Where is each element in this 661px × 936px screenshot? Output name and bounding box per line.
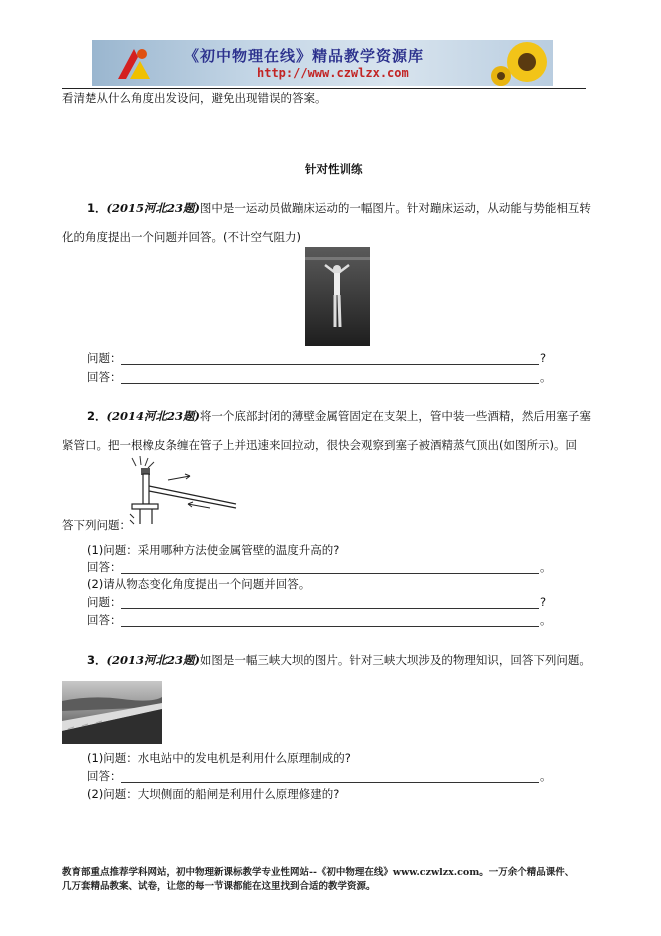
q1-answer-end: 。 <box>540 370 552 384</box>
q2-sub2-question-end: ? <box>540 595 547 609</box>
sunflower-icon <box>487 40 553 86</box>
q2-sub2-question: (2)请从物态变化角度提出一个问题并回答。 <box>87 577 311 591</box>
q2-sub2-answer-end: 。 <box>540 613 552 627</box>
q1-text-1: 图中是一运动员做蹦床运动的一幅图片。针对蹦床运动，从动能与势能相互转 <box>199 201 591 215</box>
q1-answer-line[interactable] <box>121 383 539 384</box>
q3-source: (2013河北23题) <box>106 653 200 667</box>
q2-line2: 紧管口。把一根橡皮条缠在管子上并迅速来回拉动，很快会观察到塞子被酒精蒸气顶出(如图所示)。回 <box>62 438 577 452</box>
banner-url: http://www.czwlzx.com <box>257 66 409 80</box>
section-title: 针对性训练 <box>305 162 363 176</box>
intro-line: 看清楚从什么角度出发设问，避免出现错误的答案。 <box>62 91 327 105</box>
q3-sub1-question: (1)问题：水电站中的发电机是利用什么原理制成的? <box>87 751 351 765</box>
q1-question-end: ? <box>540 351 547 365</box>
q3-text-1: 如图是一幅三峡大坝的图片。针对三峡大坝涉及的物理知识，回答下列问题。 <box>199 653 591 667</box>
q2-number: 2． <box>87 409 107 423</box>
footer-line-1: 教育部重点推荐学科网站，初中物理新课标教学专业性网站--《初中物理在线》www.czwlzx.com。一万余个精品课件、 <box>62 867 575 878</box>
q2-line3: 答下列问题： <box>62 518 131 532</box>
banner-title: 《初中物理在线》精品教学资源库 <box>184 47 425 65</box>
three-gorges-dam-image <box>62 681 162 744</box>
q3-sub1-answer-line[interactable] <box>121 782 539 783</box>
q2-sub2-question-line[interactable] <box>121 608 539 609</box>
trampoline-athlete-image <box>305 247 370 346</box>
q1-answer-label: 回答： <box>87 370 122 384</box>
q3-sub1-answer-end: 。 <box>540 769 552 783</box>
q2-sub2-question-label: 问题： <box>87 595 122 609</box>
q3-sub1-answer-label: 回答： <box>87 769 122 783</box>
q2-sub1-answer-end: 。 <box>540 560 552 574</box>
q1-line1 <box>87 200 591 216</box>
q1-number: 1． <box>87 201 107 215</box>
q2-sub1-answer-label: 回答： <box>87 560 122 574</box>
q2-sub2-answer-label: 回答： <box>87 613 122 627</box>
q2-line1 <box>87 408 591 424</box>
q2-sub2-answer-line[interactable] <box>121 626 539 627</box>
q1-question-line[interactable] <box>121 364 539 365</box>
q2-text-1: 将一个底部封闭的薄壁金属管固定在支架上，管中装一些酒精，然后用塞子塞 <box>199 409 591 423</box>
q1-source: (2015河北23题) <box>106 201 200 215</box>
q2-source: (2014河北23题) <box>106 409 200 423</box>
header-banner <box>92 40 553 86</box>
site-logo-icon <box>114 45 154 83</box>
q2-sub1-answer-line[interactable] <box>121 573 539 574</box>
q2-sub1-question: (1)问题：采用哪种方法使金属管壁的温度升高的? <box>87 543 340 557</box>
q1-line2: 化的角度提出一个问题并回答。(不计空气阻力) <box>62 230 301 244</box>
q3-line1 <box>87 652 591 668</box>
q3-sub2-question: (2)问题：大坝侧面的船闸是利用什么原理修建的? <box>87 787 340 801</box>
q3-number: 3． <box>87 653 107 667</box>
header-rule <box>62 88 586 89</box>
footer-line-2: 几万套精品教案、试卷，让您的每一节课都能在这里找到合适的教学资源。 <box>62 881 376 892</box>
q1-question-label: 问题： <box>87 351 122 365</box>
